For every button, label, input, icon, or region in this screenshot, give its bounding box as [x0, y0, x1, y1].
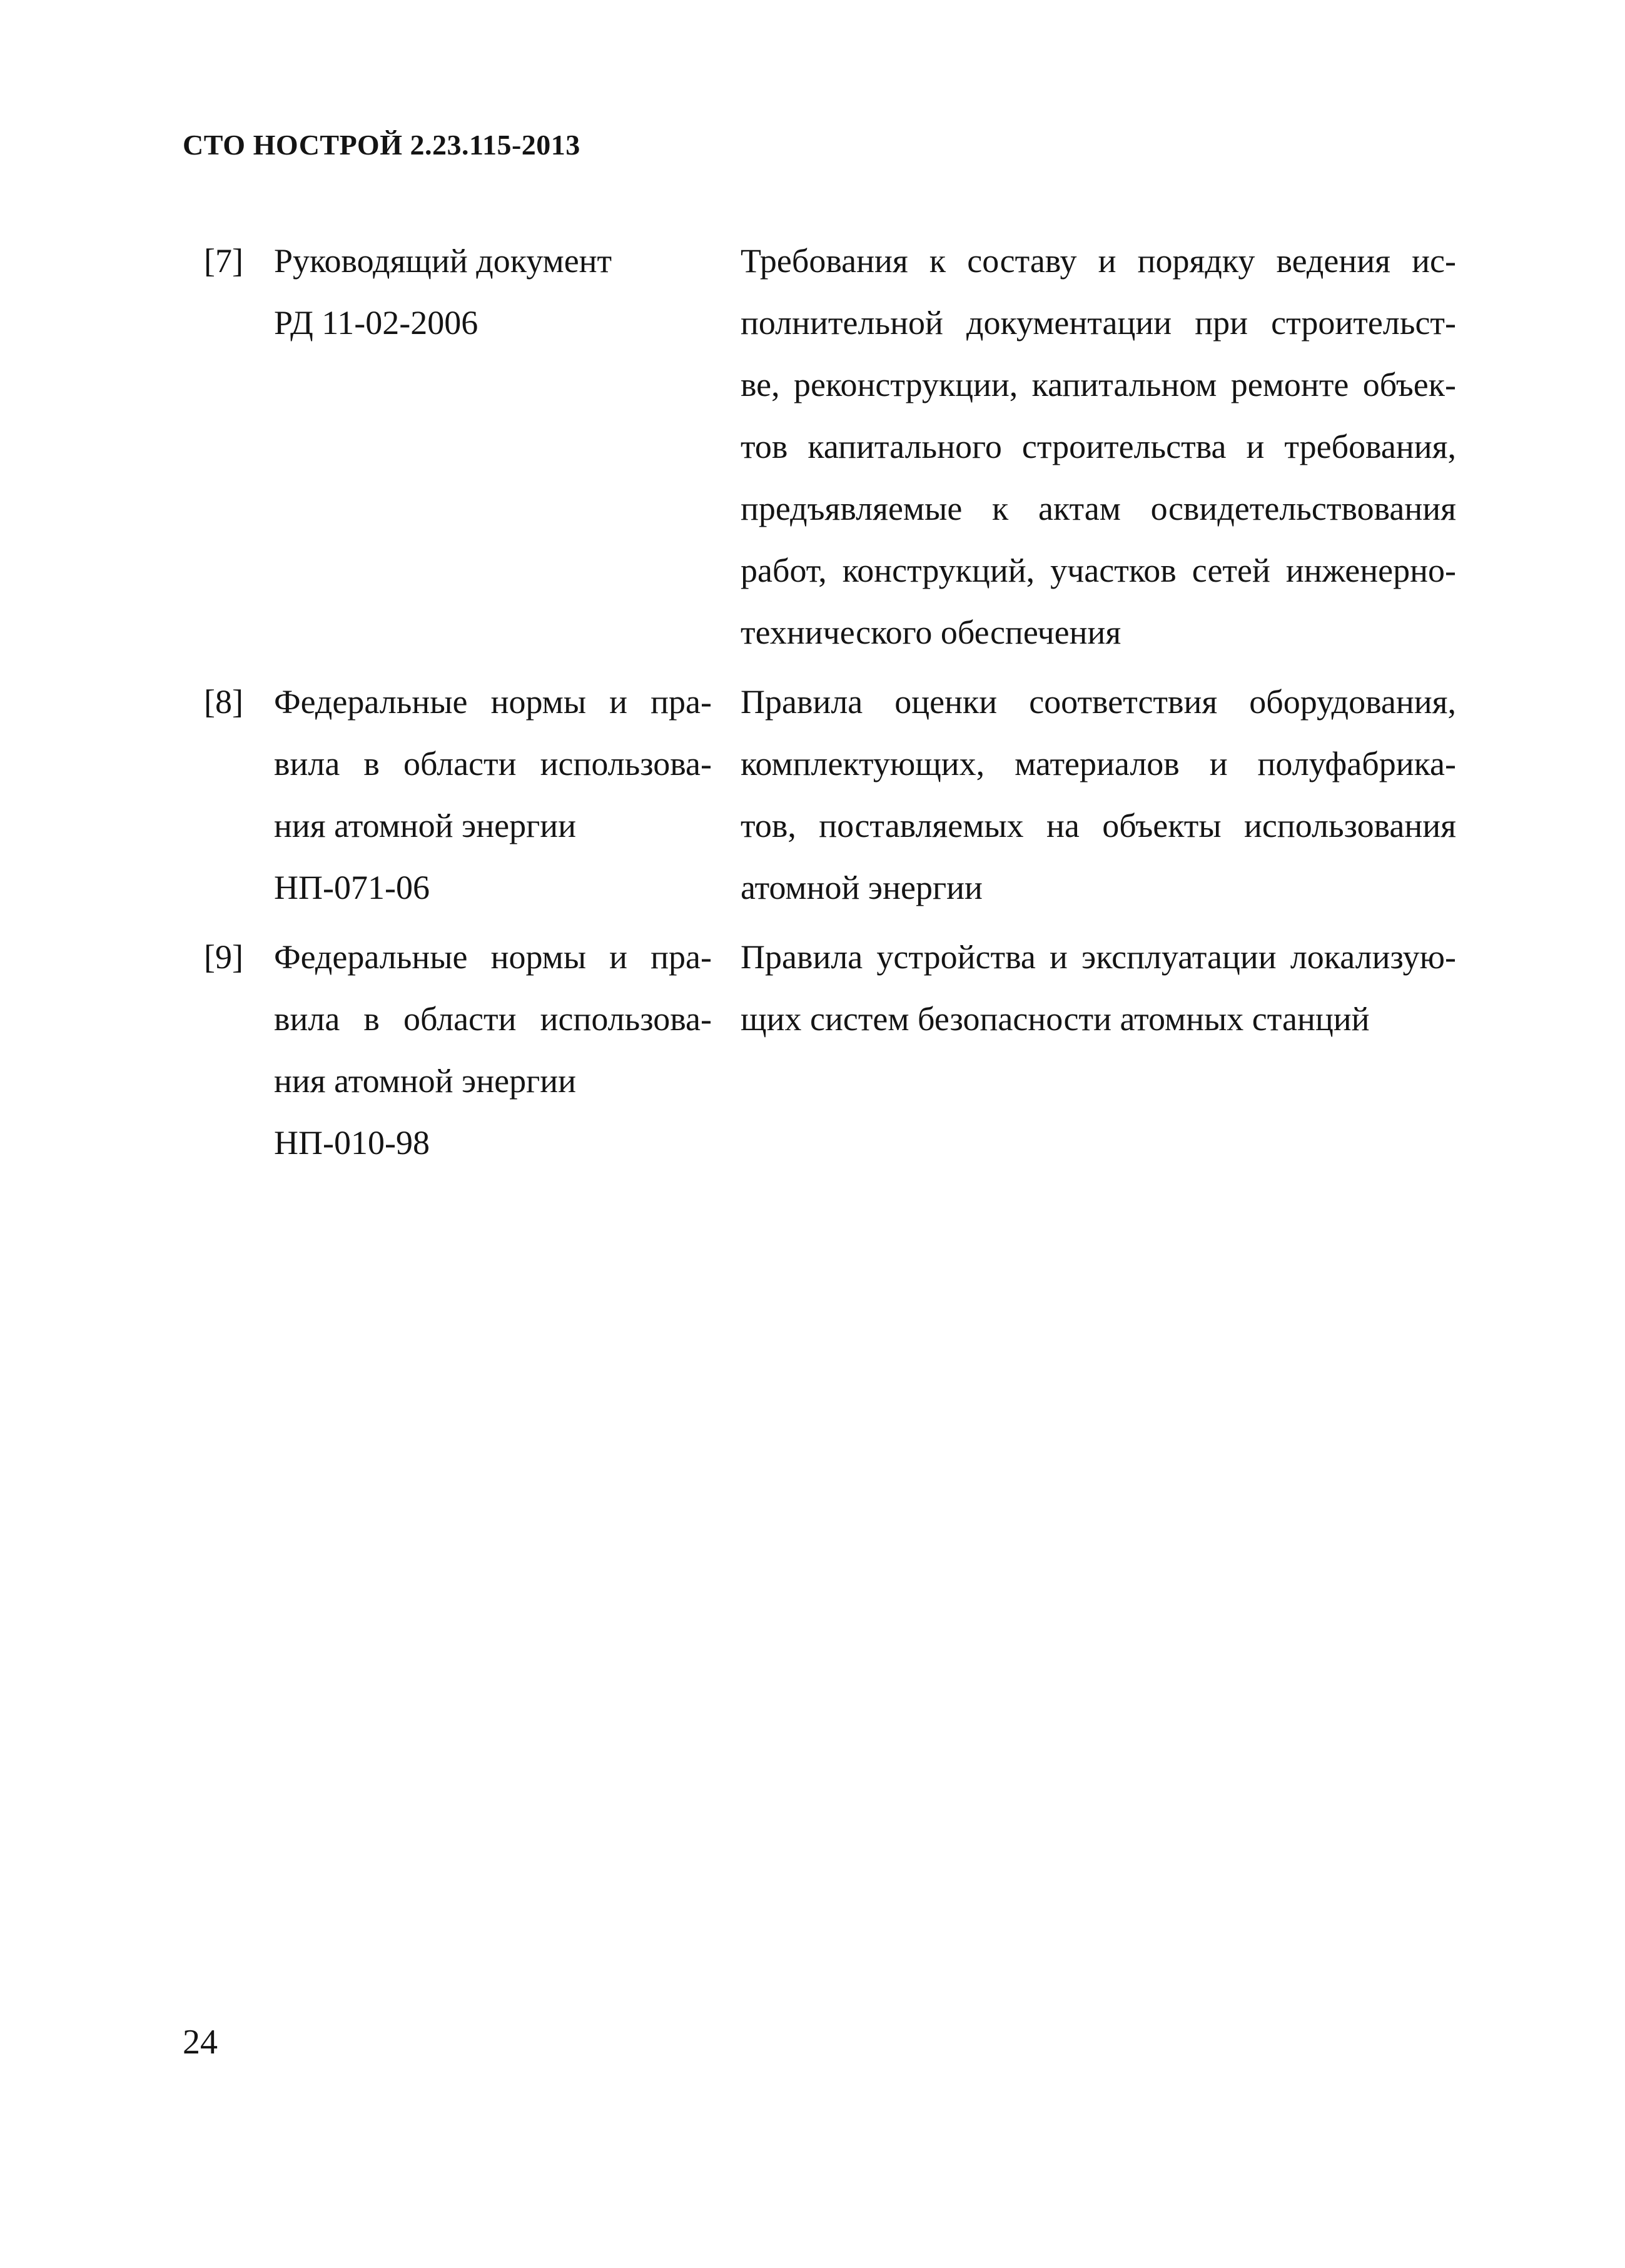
reference-title-line: Требования к составу и порядку ведения ис- — [741, 242, 1456, 280]
reference-number: [9] — [204, 938, 243, 976]
page-number: 24 — [183, 2023, 218, 2062]
reference-document — [274, 230, 712, 354]
bibliography-list — [204, 230, 1456, 1182]
reference-document-line: НП-071-06 — [274, 869, 430, 906]
bibliography-entry — [204, 926, 1456, 1174]
reference-title-line: технического обеспечения — [741, 614, 1121, 651]
bibliography-entry — [204, 230, 1456, 664]
reference-document-line: ния атомной энергии — [274, 1062, 577, 1100]
reference-title-line: Правила устройства и эксплуатации локализую- — [741, 938, 1456, 976]
reference-title-line: Правила оценки соответствия оборудования, — [741, 683, 1456, 721]
reference-document-line: вила в области использова- — [274, 1000, 712, 1038]
reference-document-line: Федеральные нормы и пра- — [274, 683, 712, 721]
reference-document — [274, 926, 712, 1174]
reference-document — [274, 671, 712, 919]
reference-title-line: полнительной документации при строительст- — [741, 304, 1456, 342]
reference-document-line: ния атомной энергии — [274, 807, 577, 844]
reference-document-line: НП-010-98 — [274, 1124, 430, 1162]
reference-title-line: щих систем безопасности атомных станций — [741, 1000, 1370, 1038]
reference-document-line: РД 11-02-2006 — [274, 304, 478, 342]
reference-title-line: комплектующих, материалов и полуфабрика- — [741, 745, 1456, 782]
document-header: СТО НОСТРОЙ 2.23.115-2013 — [183, 129, 580, 161]
reference-title-line: работ, конструкций, участков сетей инженерно- — [741, 552, 1456, 589]
bibliography-entry — [204, 671, 1456, 919]
reference-title — [741, 230, 1456, 664]
reference-title-line: атомной энергии — [741, 869, 983, 906]
reference-number: [7] — [204, 242, 243, 280]
reference-document-line: Федеральные нормы и пра- — [274, 938, 712, 976]
reference-document-line: вила в области использова- — [274, 745, 712, 782]
reference-title-line: тов капитального строительства и требования, — [741, 428, 1456, 465]
reference-title-line: тов, поставляемых на объекты использования — [741, 807, 1456, 844]
reference-document-line: Руководящий документ — [274, 242, 612, 280]
reference-title-line: ве, реконструкции, капитальном ремонте объек- — [741, 366, 1456, 403]
reference-title — [741, 671, 1456, 919]
reference-number: [8] — [204, 683, 243, 721]
reference-title-line: предъявляемые к актам освидетельствования — [741, 490, 1456, 527]
reference-title — [741, 926, 1456, 1050]
